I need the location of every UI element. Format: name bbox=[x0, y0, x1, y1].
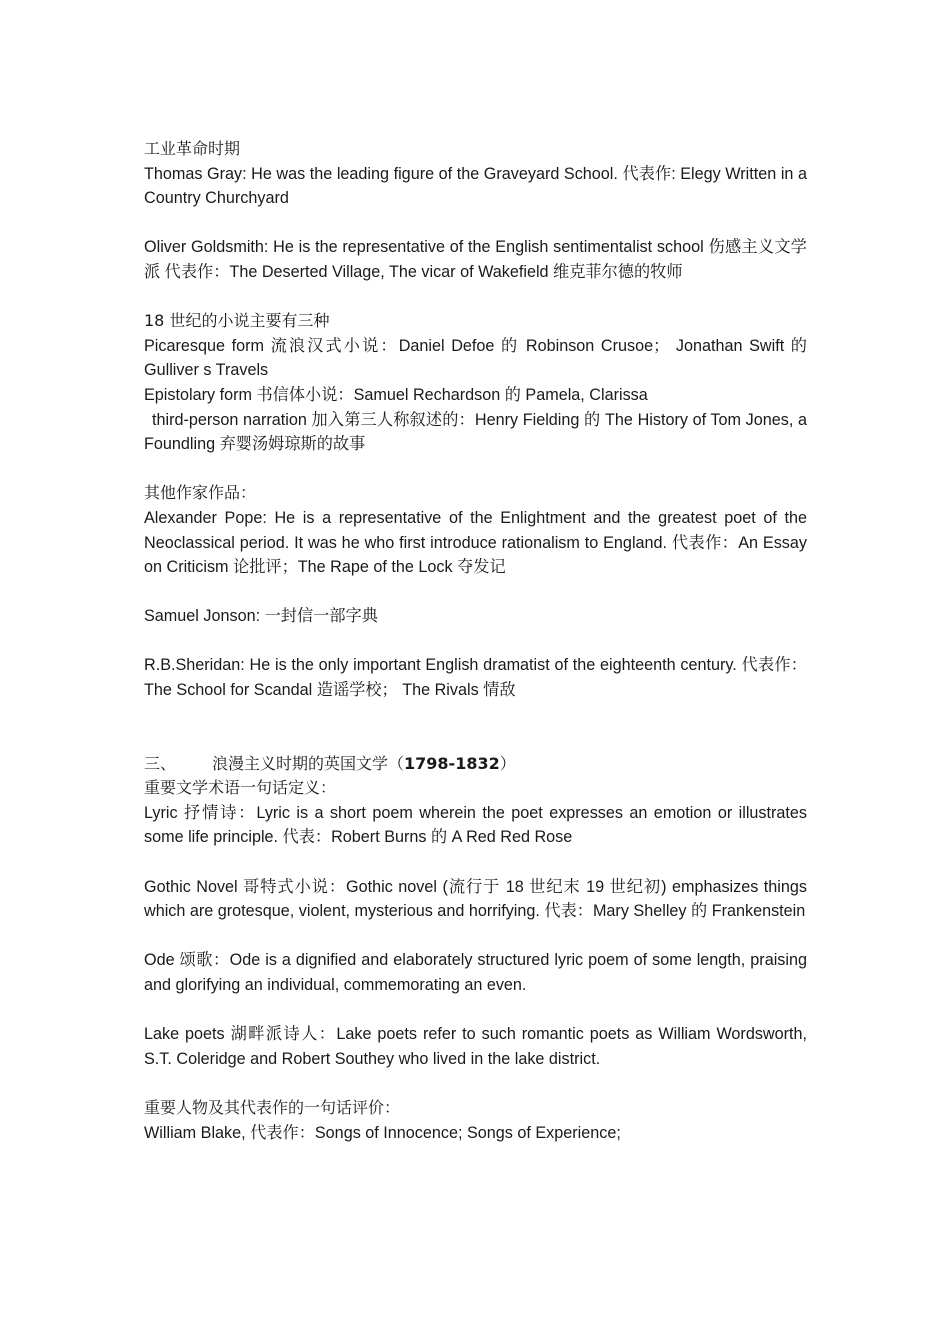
paragraph-sheridan: R.B.Sheridan: He is the only important English dramatist of the eighteenth century. 代表作：The School for Scandal 造谣学校； The Rivals 情敌 bbox=[144, 656, 807, 700]
paragraph-epistolary: Epistolary form 书信体小说：Samuel Rechardson 的 Pamela, Clarissa bbox=[144, 385, 648, 404]
paragraph-third-person: third-person narration 加入第三人称叙述的：Henry Fielding 的 The History of Tom Jones, a Foundling 弃婴汤姆琼斯的故事 bbox=[144, 410, 807, 454]
section-number: 三、 bbox=[144, 753, 177, 773]
heading-important-figures: 重要人物及其代表作的一句话评价： bbox=[144, 1097, 401, 1117]
heading-literary-terms: 重要文学术语一句话定义： bbox=[144, 778, 337, 798]
paragraph-alexander-pope: Alexander Pope: He is a representative of the Enlightment and the greatest poet of the Neoclassical period. It was he who first introduce rationalism to England. 代表作：An Essay on Criticism 论批评；The Rape of the Lock 夺发记 bbox=[144, 508, 807, 577]
paragraph-lake-poets: Lake poets 湖畔派诗人：Lake poets refer to such romantic poets as William Wordsworth, S.T. Coleridge and Robert Southey who lived in the lake district. bbox=[144, 1025, 807, 1068]
heading-other-writers: 其他作家作品： bbox=[144, 483, 257, 503]
heading-industrial-revolution: 工业革命时期 bbox=[144, 139, 241, 158]
document-body bbox=[144, 137, 807, 1145]
paragraph-oliver-goldsmith: Oliver Goldsmith: He is the representative of the English sentimentalist school 伤感主义文学派 代表作：The Deserted Village, The vicar of Wakefield 维克菲尔德的牧师 bbox=[144, 238, 807, 281]
paragraph-lyric: Lyric 抒情诗：Lyric is a short poem wherein the poet expresses an emotion or illustrates some life principle. 代表：Robert Burns 的 A Red Red Rose bbox=[144, 803, 807, 847]
section-title: 浪漫主义时期的英国文学（ bbox=[212, 753, 405, 773]
paragraph-picaresque: Picaresque form 流浪汉式小说：Daniel Defoe 的 Robinson Crusoe； Jonathan Swift 的 Gulliver s Travels bbox=[144, 336, 807, 380]
paragraph-thomas-gray: Thomas Gray: He was the leading figure of the Graveyard School. 代表作: Elegy Written in a Country Churchyard bbox=[144, 164, 807, 208]
paragraph-ode: Ode 颂歌：Ode is a dignified and elaborately structured lyric poem of some length, praising and glorifying an individual, commemorating an even. bbox=[144, 951, 807, 994]
paragraph-gothic-novel: Gothic Novel 哥特式小说：Gothic novel (流行于 18 世纪末 19 世纪初) emphasizes things which are grotesque, violent, mysterious and horrifying. 代表：Mary Shelley 的 Frankenstein bbox=[144, 877, 807, 921]
paragraph-samuel-johnson: Samuel Jonson: 一封信一部字典 bbox=[144, 607, 378, 626]
section-years: 1798-1832 bbox=[404, 753, 500, 773]
heading-18th-century-novel: 18 世纪的小说主要有三种 bbox=[144, 311, 330, 331]
paragraph-william-blake: William Blake, 代表作：Songs of Innocence; Songs of Experience; bbox=[144, 1123, 621, 1142]
section-title-close: ） bbox=[499, 753, 516, 773]
heading-romantic-period bbox=[144, 752, 807, 777]
